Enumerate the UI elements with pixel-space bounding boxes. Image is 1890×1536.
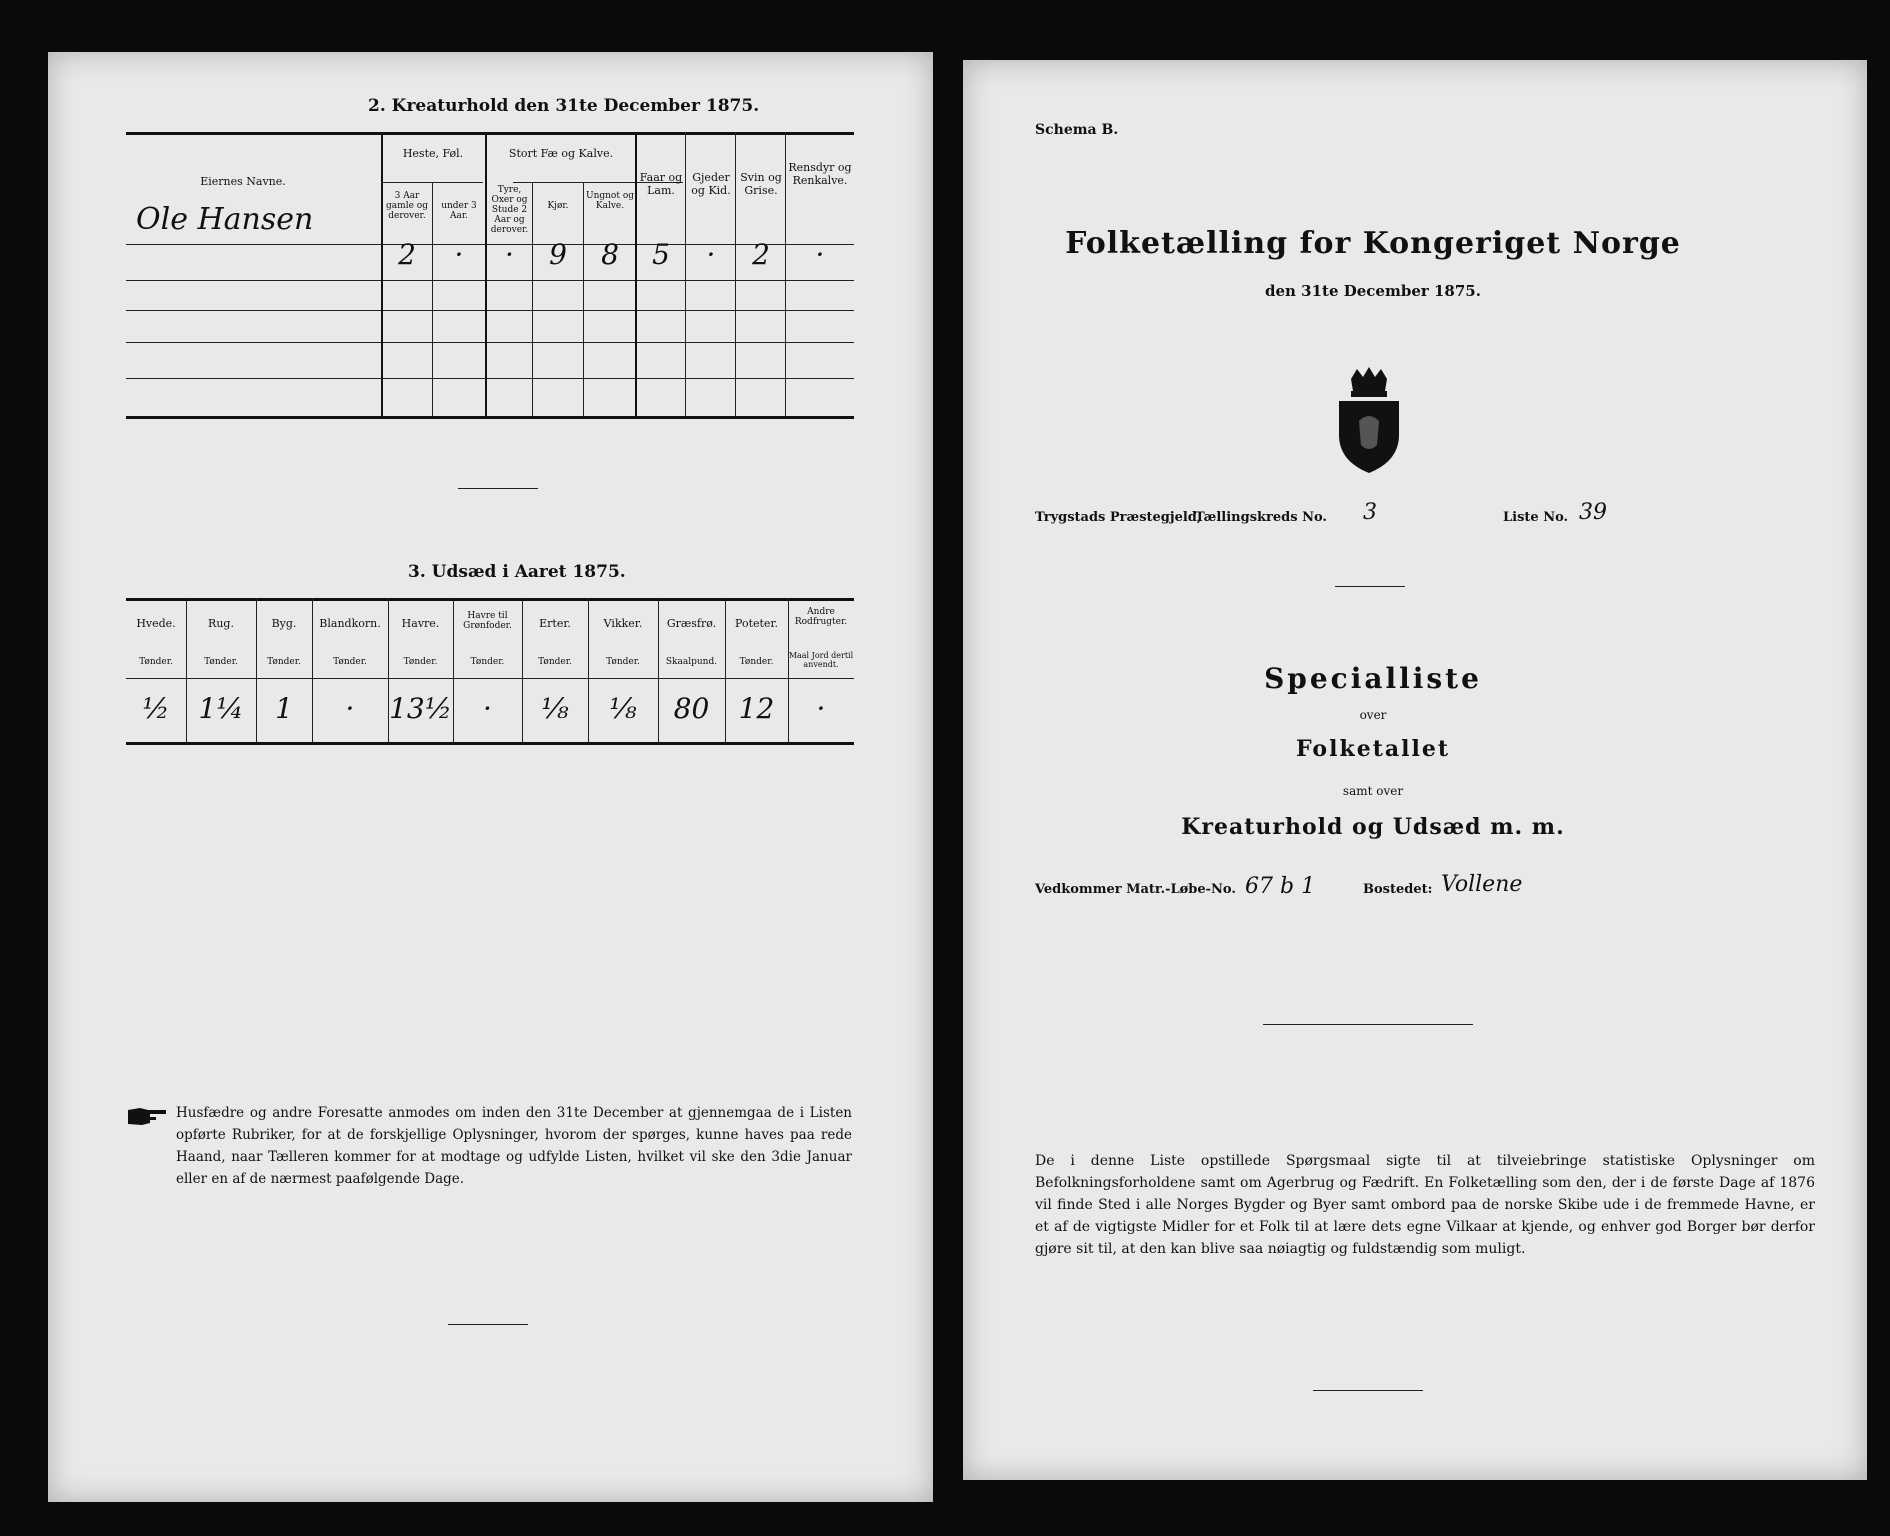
header-grass-seed: Græsfrø. xyxy=(666,617,717,630)
value-other-roots: · xyxy=(816,692,826,725)
unit-peas: Tønder. xyxy=(538,657,572,667)
header-pigs: Svin og Grise. xyxy=(740,171,782,197)
unit-oats: Tønder. xyxy=(403,657,438,667)
matr-value: 67 b 1 xyxy=(1245,874,1316,899)
value-rye: 1¼ xyxy=(198,692,244,725)
intro-paragraph: De i denne Liste opstillede Spørgsmaal sigte til at tilveiebringe statistiske Oplysninger om Befolkningsforholdene samt om Agerbrug og Fædrift. En Folketælling som den, der i de første Dage af 1876 vil finde Sted i alle Norges Bygder og Byer samt ombord paa de norske Skibe ude i de fremmede Havne, er et af de vigtigste Midler for et Folk til at lære dets egne Vilkaar at kjende, og enhver god Borger bør derfor gjøre sit til, at den kan blive saa nøiagtig og fuldstændig som muligt. xyxy=(1035,1153,1815,1257)
header-cows: Kjør. xyxy=(547,201,569,211)
unit-mixed-grain: Tønder. xyxy=(333,657,367,667)
unit-green-oats: Tønder. xyxy=(470,657,505,667)
value-barley: 1 xyxy=(275,692,293,725)
header-reindeer: Rensdyr og Renkalve. xyxy=(788,161,852,187)
unit-vetch: Tønder. xyxy=(606,657,640,667)
value-green-oats: · xyxy=(483,692,492,725)
header-horses: Heste, Føl. xyxy=(402,147,464,160)
left-page xyxy=(48,52,933,1502)
coat-of-arms-icon xyxy=(1333,365,1405,475)
instruction-note: Husfædre og andre Foresatte anmodes om inden den 31te December at gjennemgaa de i Listen opførte Rubriker, for at de forskjellige Oplysninger, hvorom der spørges, kunne haves paa rede Haand, naar Tælleren kommer for at modtage og udfylde Listen, hvilket vil ske den 3die Januar eller en af de nærmest paafølgende Dage. xyxy=(176,1105,852,1187)
over-label-1: over xyxy=(1359,708,1387,722)
sowing-title: 3. Udsæd i Aaret 1875. xyxy=(408,562,626,582)
value-potatoes: 12 xyxy=(738,692,775,725)
value-goats: · xyxy=(706,238,716,271)
census-date: den 31te December 1875. xyxy=(1265,282,1481,300)
matr-label: Vedkommer Matr.-Løbe-No. xyxy=(1035,882,1236,897)
unit-grass-seed: Skaalpund. xyxy=(665,657,718,667)
header-potatoes: Poteter. xyxy=(735,617,778,630)
unit-other-roots: Maal Jord dertil anvendt. xyxy=(788,651,854,669)
special-list-title: Specialliste xyxy=(1264,662,1482,695)
value-young-cattle: 8 xyxy=(601,238,619,271)
district-label: Tællingskreds No. xyxy=(1195,510,1327,525)
value-bulls: · xyxy=(505,238,514,271)
header-wheat: Hvede. xyxy=(136,617,176,630)
value-reindeer: · xyxy=(815,238,825,271)
header-green-oats: Havre til Grønfoder. xyxy=(463,611,512,631)
header-young-cattle: Ungnot og Kalve. xyxy=(585,191,634,211)
district-number: 3 xyxy=(1363,500,1377,525)
pointing-hand-icon xyxy=(126,1104,168,1128)
value-horse-young: · xyxy=(454,238,464,271)
value-vetch: ⅛ xyxy=(609,692,637,725)
header-vetch: Vikker. xyxy=(603,617,643,630)
livestock-sowing-title: Kreaturhold og Udsæd m. m. xyxy=(1181,814,1565,840)
list-number: 39 xyxy=(1579,500,1607,525)
header-mixed-grain: Blandkorn. xyxy=(319,617,381,630)
header-horse-young: under 3 Aar. xyxy=(441,201,477,221)
owner-name: Ole Hansen xyxy=(136,202,314,237)
unit-barley: Tønder. xyxy=(267,657,301,667)
header-other-roots: Andre Rodfrugter. xyxy=(794,607,848,627)
header-goats: Gjeder og Kid. xyxy=(691,171,731,197)
population-title: Folketallet xyxy=(1296,736,1450,762)
header-sheep: Faar og Lam. xyxy=(639,171,683,197)
census-title: Folketælling for Kongeriget Norge xyxy=(1065,226,1681,261)
over-label-2: samt over xyxy=(1342,784,1404,798)
unit-rye: Tønder. xyxy=(204,657,238,667)
livestock-title: 2. Kreaturhold den 31te December 1875. xyxy=(368,96,760,116)
value-pigs: 2 xyxy=(752,238,770,271)
parish-name: Trygstads Præstegjeld, xyxy=(1035,510,1202,525)
value-oats: 13½ xyxy=(389,692,452,725)
header-cattle: Stort Fæ og Kalve. xyxy=(508,147,614,160)
header-horse-old: 3 Aar gamle og derover. xyxy=(386,191,428,221)
unit-potatoes: Tønder. xyxy=(739,657,774,667)
header-rye: Rug. xyxy=(208,617,234,630)
value-horse-old: 2 xyxy=(398,238,416,271)
value-cows: 9 xyxy=(549,238,567,271)
list-label: Liste No. xyxy=(1503,510,1569,525)
header-oats: Havre. xyxy=(401,617,440,630)
value-wheat: ½ xyxy=(142,692,170,725)
place-label: Bostedet: xyxy=(1363,882,1433,897)
schema-label: Schema B. xyxy=(1035,122,1119,138)
header-bulls: Tyre, Oxer og Stude 2 Aar og derover. xyxy=(490,185,529,235)
value-grass-seed: 80 xyxy=(673,692,710,725)
header-barley: Byg. xyxy=(271,617,297,630)
place-value: Vollene xyxy=(1441,872,1523,897)
header-peas: Erter. xyxy=(539,617,571,630)
value-mixed-grain: · xyxy=(345,692,355,725)
value-peas: ⅛ xyxy=(541,692,569,725)
value-sheep: 5 xyxy=(652,238,670,271)
header-owner: Eiernes Navne. xyxy=(200,175,286,188)
right-page xyxy=(963,60,1867,1480)
unit-wheat: Tønder. xyxy=(139,657,173,667)
